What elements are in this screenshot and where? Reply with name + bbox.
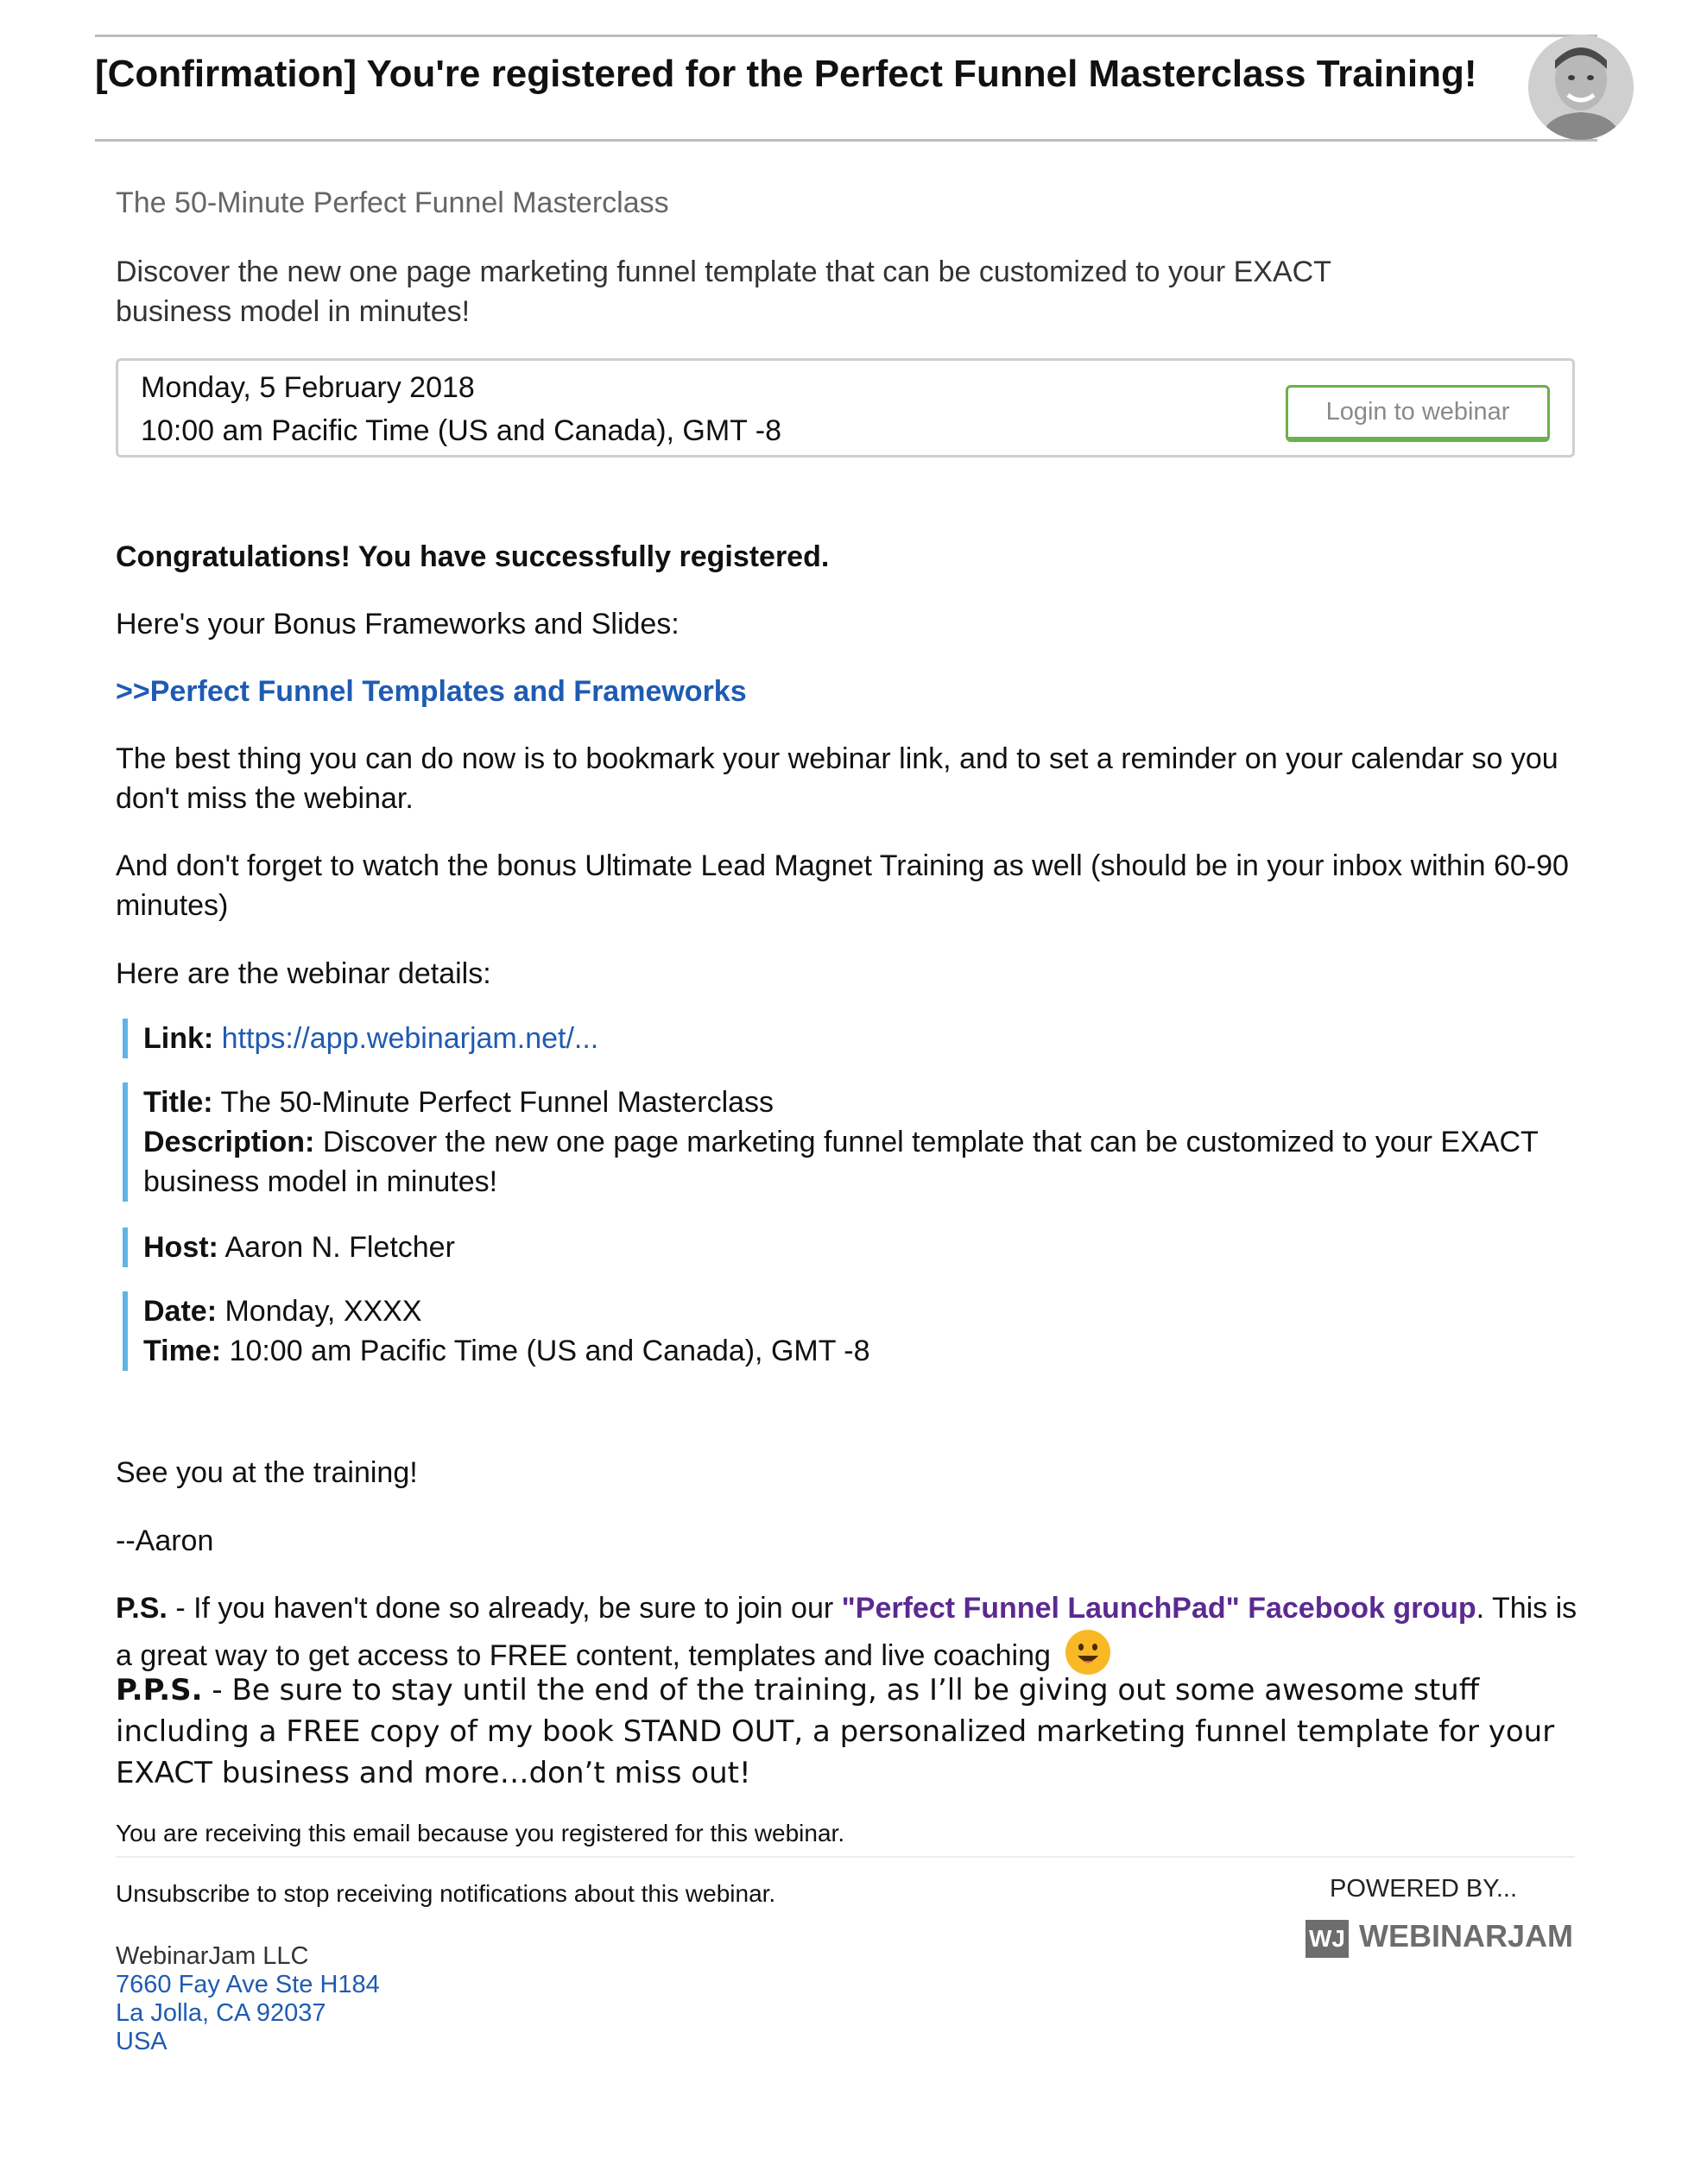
facebook-group-link[interactable]: "Perfect Funnel LaunchPad" Facebook group: [841, 1592, 1476, 1625]
webinarjam-logo[interactable]: [1306, 1916, 1573, 1960]
address-line2[interactable]: La Jolla, CA 92037: [116, 1999, 326, 2027]
date-value: Monday, XXXX: [224, 1295, 422, 1328]
date-label: Date:: [143, 1295, 218, 1328]
powered-by-text: POWERED BY...: [1330, 1875, 1518, 1903]
signature: --Aaron: [116, 1524, 214, 1557]
title-value: The 50-Minute Perfect Funnel Masterclass: [220, 1086, 774, 1119]
congrats-text: Congratulations! You have successfully registered.: [116, 540, 830, 573]
wj-logo-mark: WJ: [1306, 1920, 1349, 1958]
host-label: Host:: [143, 1231, 218, 1264]
sender-avatar: [1528, 35, 1634, 140]
host-value: Aaron N. Fletcher: [224, 1231, 455, 1264]
description-label: Description:: [143, 1126, 315, 1158]
wj-logo-text: WEBINARJAM: [1359, 1918, 1573, 1954]
login-to-webinar-button[interactable]: Login to webinar: [1286, 385, 1550, 442]
bonus-frameworks-link[interactable]: >>Perfect Funnel Templates and Frameworks: [116, 675, 747, 708]
unsubscribe-link[interactable]: Unsubscribe to stop receiving notifications about this webinar.: [116, 1880, 776, 1907]
email-subject: [Confirmation] You're registered for the Perfect Funnel Masterclass Training!: [95, 53, 1477, 95]
webinar-url-link[interactable]: https://app.webinarjam.net/...: [221, 1022, 599, 1055]
bookmark-text-line2: don't miss the webinar.: [116, 782, 414, 815]
schedule-date: Monday, 5 February 2018: [141, 371, 475, 404]
webinar-description: Discover the new one page marketing funnel template that can be customized to your EXACT business model in minutes!: [116, 256, 1331, 328]
email-header: [95, 35, 1597, 142]
link-label: Link:: [143, 1022, 214, 1055]
webinar-schedule-box: [116, 358, 1575, 458]
ps-text2: . This is: [1476, 1592, 1577, 1625]
pps-line2: including a FREE copy of my book STAND OUT, a personalized marketing funnel template for your: [116, 1714, 1555, 1749]
ps-text1: - If you haven't done so already, be sure to join our: [167, 1592, 842, 1625]
detail-link-block: [123, 1019, 598, 1058]
schedule-time: 10:00 am Pacific Time (US and Canada), GMT -8: [141, 414, 782, 447]
detail-host-block: [123, 1228, 455, 1267]
pps-line1: [116, 1670, 1479, 1711]
address-line1[interactable]: 7660 Fay Ave Ste H184: [116, 1971, 380, 1998]
detail-title-block: [123, 1083, 1539, 1202]
lead-magnet-text-line2: minutes): [116, 889, 229, 922]
bookmark-text-line1: The best thing you can do now is to bookmark your webinar link, and to set a reminder on your calendar so you: [116, 742, 1558, 775]
time-value: 10:00 am Pacific Time (US and Canada), GMT -8: [229, 1335, 870, 1367]
see-you-text: See you at the training!: [116, 1456, 418, 1489]
footer-divider: [116, 1856, 1575, 1858]
detail-datetime-block: [123, 1291, 870, 1371]
description-value-line2: business model in minutes!: [143, 1165, 498, 1198]
time-label: Time:: [143, 1335, 222, 1367]
lead-magnet-text-line1: And don't forget to watch the bonus Ultimate Lead Magnet Training as well (should be in your inbox within 60-90: [116, 849, 1569, 882]
avatar-photo: [1528, 35, 1634, 140]
bonus-intro: Here's your Bonus Frameworks and Slides:: [116, 608, 680, 641]
ps-line1: [116, 1588, 1577, 1628]
address-country[interactable]: USA: [116, 2028, 168, 2055]
company-name: WebinarJam LLC: [116, 1942, 309, 1970]
pps-line3: EXACT business and more…don’t miss out!: [116, 1756, 751, 1790]
receiving-notice: You are receiving this email because you registered for this webinar.: [116, 1820, 845, 1846]
description-value-line1: Discover the new one page marketing funnel template that can be customized to your EXACT: [322, 1126, 1539, 1158]
ps-line2-text: a great way to get access to FREE content, templates and live coaching: [116, 1638, 1051, 1672]
title-label: Title:: [143, 1086, 213, 1119]
details-intro: Here are the webinar details:: [116, 957, 491, 990]
ps-label: P.S.: [116, 1592, 168, 1625]
pps-label: P.P.S.: [116, 1673, 203, 1707]
webinar-title: The 50-Minute Perfect Funnel Masterclass: [116, 186, 669, 219]
pps-text1: - Be sure to stay until the end of the training, as I’ll be giving out some awesome stuff: [202, 1673, 1480, 1707]
